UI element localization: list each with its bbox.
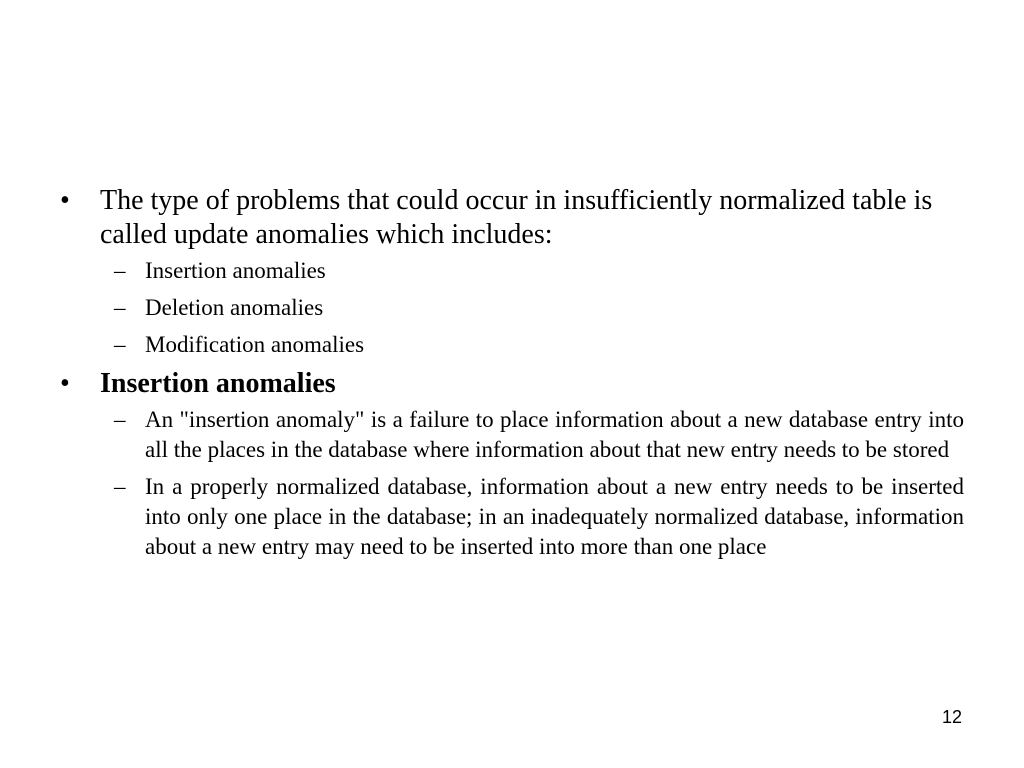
sub-bullet-text: Insertion anomalies xyxy=(145,258,326,283)
slide-body xyxy=(60,184,964,569)
sub-item-deletion-anomalies xyxy=(60,293,964,323)
sub-item-normalized-comparison xyxy=(60,472,964,562)
bullet-insertion-anomalies-heading xyxy=(60,367,964,401)
sub-bullet-text: Modification anomalies xyxy=(145,332,365,357)
bullet-marker: • xyxy=(60,368,70,399)
sub-list-insertion-details xyxy=(60,405,964,562)
sub-item-modification-anomalies xyxy=(60,330,964,360)
sub-item-insertion-definition xyxy=(60,405,964,465)
sub-item-insertion-anomalies xyxy=(60,256,964,286)
sub-bullet-marker: – xyxy=(114,407,126,432)
bullet-text: Insertion anomalies xyxy=(100,368,336,399)
sub-bullet-marker: – xyxy=(114,295,126,320)
bullet-update-anomalies xyxy=(60,184,964,252)
bullet-marker: • xyxy=(60,185,70,216)
page-number: 12 xyxy=(941,707,962,727)
sub-bullet-text: In a properly normalized database, information about a new entry needs to be inserted into only one place in the database; in an inadequately normalized database, information about a new entry may need to be inserted into more than one place xyxy=(145,474,964,559)
sub-bullet-marker: – xyxy=(114,474,126,499)
bullet-text: The type of problems that could occur in insufficiently normalized table is called update anomalies which includes: xyxy=(100,185,933,250)
sub-bullet-text: Deletion anomalies xyxy=(145,295,324,320)
sub-bullet-marker: – xyxy=(114,332,126,357)
sub-bullet-marker: – xyxy=(114,258,126,283)
sub-list-anomaly-types xyxy=(60,256,964,360)
sub-bullet-text: An "insertion anomaly" is a failure to place information about a new database entry into all the places in the database where information about that new entry needs to be stored xyxy=(145,407,964,462)
